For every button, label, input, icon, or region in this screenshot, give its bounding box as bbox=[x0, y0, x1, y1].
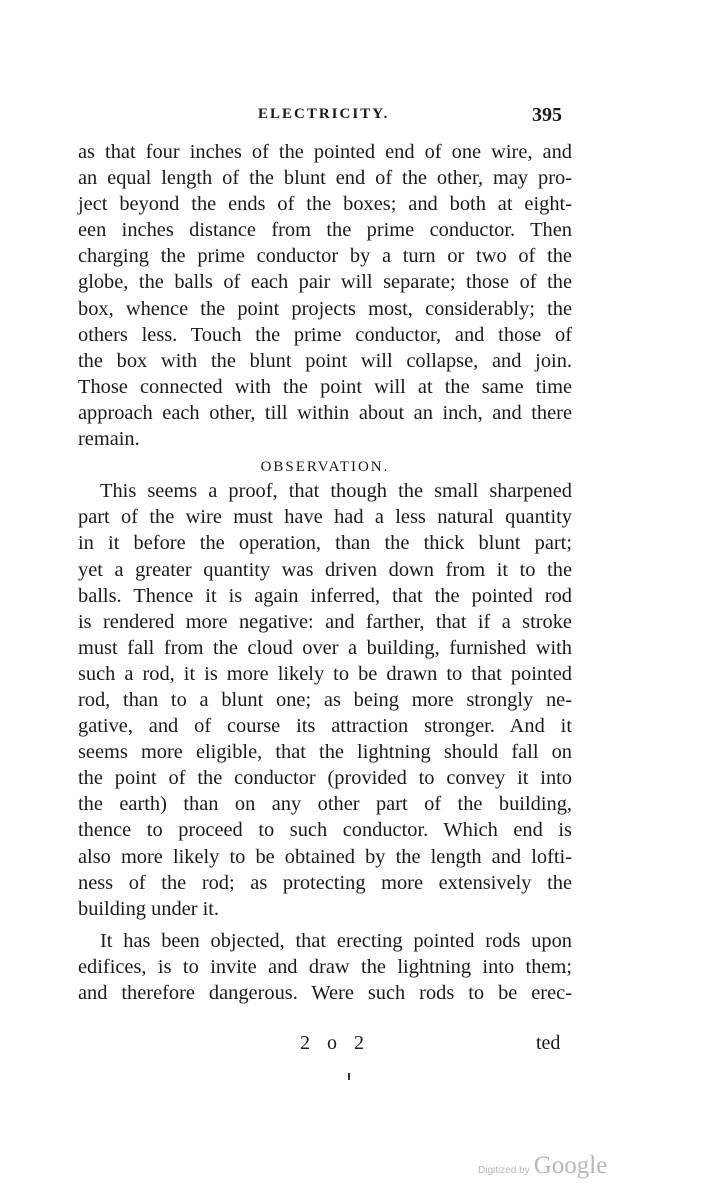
text-line: yet a greater quantity was driven down from it to the bbox=[78, 558, 572, 581]
catchword: ted bbox=[536, 1032, 561, 1054]
text-line: building under it. bbox=[78, 897, 220, 920]
text-line: the box with the blunt point will collapse, and join. bbox=[78, 349, 572, 372]
body-text bbox=[78, 139, 572, 1006]
text-line: edifices, is to invite and draw the lightning into them; bbox=[78, 955, 572, 978]
text-line: approach each other, till within about an inch, and there bbox=[78, 401, 572, 424]
page-number: 395 bbox=[532, 104, 562, 126]
running-head bbox=[0, 104, 722, 130]
text-line: This seems a proof, that though the small sharpened bbox=[100, 480, 572, 503]
text-line: seems more eligible, that the lightning should fall on bbox=[78, 741, 572, 764]
text-line: Those connected with the point will at the same time bbox=[78, 375, 572, 398]
text-line: thence to proceed to such conductor. Which end is bbox=[78, 819, 572, 842]
section-heading: OBSERVATION. bbox=[260, 459, 390, 476]
digitization-watermark bbox=[478, 1152, 607, 1180]
text-line: It has been objected, that erecting pointed rods upon bbox=[100, 929, 572, 952]
text-line: is rendered more negative: and farther, that if a stroke bbox=[78, 610, 572, 633]
text-line: and therefore dangerous. Were such rods to be erec- bbox=[78, 982, 572, 1004]
text-line: the point of the conductor (provided to convey it into bbox=[78, 767, 572, 790]
text-line: ness of the rod; as protecting more extensively the bbox=[78, 871, 572, 894]
text-line: as that four inches of the pointed end of one wire, and bbox=[78, 141, 572, 163]
text-line: such a rod, it is more likely to be drawn to that pointed bbox=[78, 662, 572, 685]
watermark-logo: Google bbox=[533, 1152, 608, 1179]
text-line: part of the wire must have had a less natural quantity bbox=[78, 506, 572, 529]
running-title: ELECTRICITY. bbox=[258, 106, 390, 122]
text-line: an equal length of the blunt end of the other, may pro- bbox=[78, 167, 572, 190]
text-line: ject beyond the ends of the boxes; and both at eight- bbox=[78, 193, 572, 216]
watermark-prefix: Digitized by bbox=[478, 1165, 530, 1176]
printer-mark bbox=[348, 1073, 350, 1080]
signature-mark: 2 o 2 bbox=[300, 1032, 370, 1054]
text-line: must fall from the cloud over a building, furnished with bbox=[78, 636, 572, 659]
text-line: gative, and of course its attraction stronger. And it bbox=[78, 715, 572, 738]
text-line: the earth) than on any other part of the building, bbox=[78, 793, 572, 816]
text-line: also more likely to be obtained by the length and lofti- bbox=[78, 845, 572, 868]
text-line: balls. Thence it is again inferred, that the pointed rod bbox=[78, 584, 572, 607]
text-line: others less. Touch the prime conductor, and those of bbox=[78, 323, 572, 346]
text-line: box, whence the point projects most, considerably; the bbox=[78, 297, 572, 320]
text-line: rod, than to a blunt one; as being more strongly ne- bbox=[78, 688, 572, 711]
text-line: globe, the balls of each pair will separate; those of the bbox=[78, 271, 572, 294]
text-line: remain. bbox=[78, 428, 140, 451]
text-line: een inches distance from the prime conductor. Then bbox=[78, 219, 572, 242]
text-line: in it before the operation, than the thick blunt part; bbox=[78, 532, 572, 555]
text-line: charging the prime conductor by a turn or two of the bbox=[78, 245, 572, 268]
